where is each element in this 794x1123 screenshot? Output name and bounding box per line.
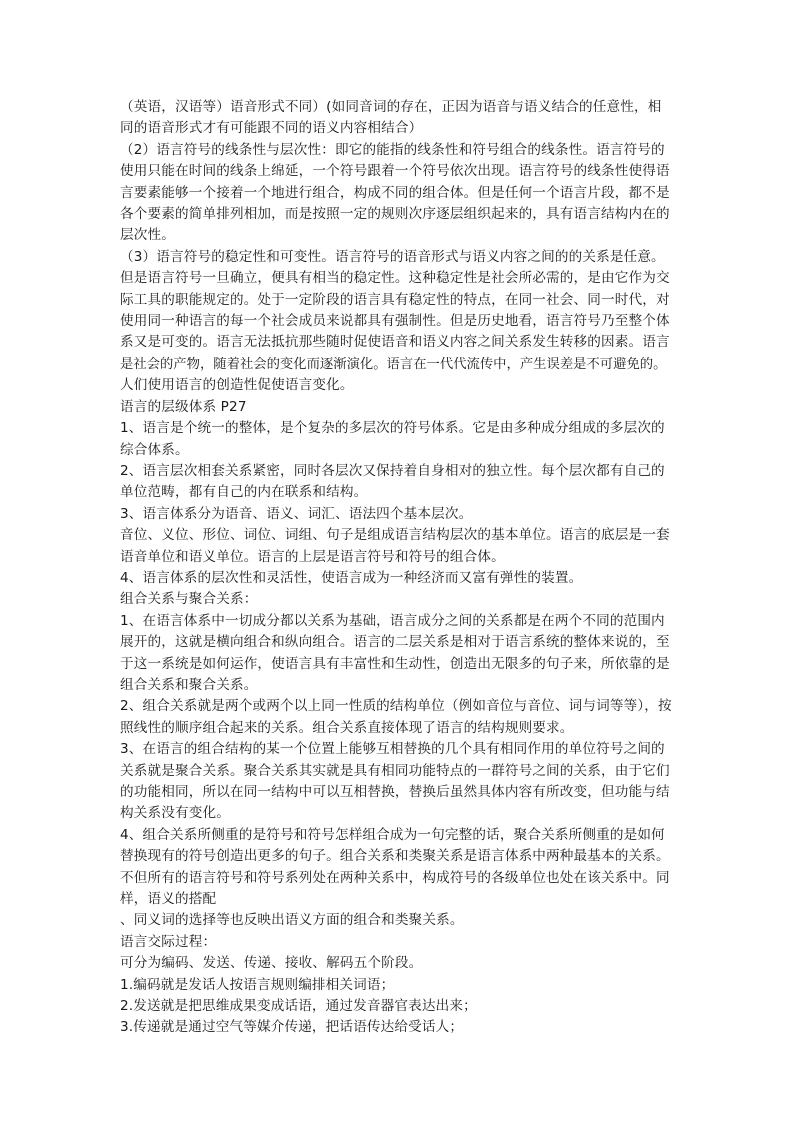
list-item: 2.发送就是把思维成果变成话语，通过发音器官表达出来；	[120, 998, 477, 1015]
text-line: 同的语音形式才有可能跟不同的语义内容相结合）	[120, 120, 423, 137]
section-heading: 语言的层级体系 P27	[120, 398, 247, 415]
section-heading: 语言交际过程：	[120, 933, 217, 950]
text-line: 、同义词的选择等也反映出语义方面的组合和类聚关系。	[120, 912, 464, 929]
section-heading: 组合关系与聚合关系：	[120, 591, 258, 608]
text-line: 使用同一种语言的每一个社会成员来说都具有强制性。但是历史地看，语言符号乃至整个体	[120, 313, 670, 330]
text-line: 关系就是聚合关系。聚合关系其实就是具有相同功能特点的一群符号之间的关系，由于它们	[120, 762, 670, 779]
text-line: 3、语言体系分为语音、语义、词汇、语法四个基本层次。	[120, 505, 473, 522]
text-line: （3）语言符号的稳定性和可变性。语言符号的语音形式与语义内容之间的的关系是任意。	[120, 248, 665, 265]
text-line: 各个要素的简单排列相加，而是按照一定的规则次序逐层组织起来的，具有语言结构内在的	[120, 206, 670, 223]
text-line: 4、组合关系所侧重的是符号和符号怎样组合成为一句完整的话，聚合关系所侧重的是如何	[120, 826, 665, 843]
text-line: 但是语言符号一旦确立，便具有相当的稳定性。这种稳定性是社会所必需的，是由它作为交	[120, 270, 670, 287]
text-line: 音位、义位、形位、词位、词组、句子是组成语言结构层次的基本单位。语言的底层是一套	[120, 527, 670, 544]
text-line: 样，语义的搭配	[120, 891, 217, 908]
text-line: 层次性。	[120, 227, 175, 244]
text-line: 替换现有的符号创造出更多的句子。组合关系和类聚关系是语言体系中两种最基本的关系。	[120, 848, 670, 865]
text-line: 的功能相同，所以在同一结构中可以互相替换，替换后虽然具体内容有所改变，但功能与结	[120, 784, 670, 800]
text-line: 人们使用语言的创造性促使语言变化。	[120, 377, 354, 394]
text-line: 使用只能在时间的线条上绵延，一个符号跟着一个符号依次出现。语言符号的线条性使得语	[120, 163, 670, 180]
text-line: 展开的，这就是横向组合和纵向组合。语言的二层关系是相对于语言系统的整体来说的，至	[120, 634, 670, 651]
text-line: 组合关系和聚合关系。	[120, 676, 258, 693]
text-line: 3、在语言的组合结构的某一个位置上能够互相替换的几个具有相同作用的单位符号之间的	[120, 741, 665, 758]
text-line: 2、组合关系就是两个或两个以上同一性质的结构单位（例如音位与音位、词与词等等），按	[120, 698, 672, 715]
text-line: 2、语言层次相套关系紧密，同时各层次又保持着自身相对的独立性。每个层次都有自己的	[120, 462, 665, 479]
text-line: 4、语言体系的层次性和灵活性，使语言成为一种经济而又富有弹性的装置。	[120, 569, 583, 586]
document-page	[120, 97, 676, 1039]
text-line: 不但所有的语言符号和符号系列处在两种关系中，构成符号的各级单位也处在该关系中。同	[120, 869, 670, 886]
text-line: 1、在语言体系中一切成分都以关系为基础，语言成分之间的关系都是在两个不同的范围内	[120, 612, 665, 629]
text-line: 1、语言是个统一的整体，是个复杂的多层次的符号体系。它是由多种成分组成的多层次的	[120, 420, 665, 437]
text-line: 单位范畴，都有自己的内在联系和结构。	[120, 484, 368, 501]
text-line: （2）语言符号的线条性与层次性：即它的能指的线条性和符号组合的线条性。语言符号的	[120, 141, 665, 158]
list-item: 1.编码就是发话人按语言规则编排相关词语；	[120, 976, 395, 993]
text-line: 照线性的顺序组合起来的关系。组合关系直接体现了语言的结构规则要求。	[120, 719, 574, 736]
list-item: 3.传递就是通过空气等媒介传递，把话语传达给受话人；	[120, 1019, 464, 1036]
text-line: 构关系没有变化。	[120, 805, 230, 822]
text-line: 语音单位和语义单位。语言的上层是语言符号和符号的组合体。	[120, 548, 505, 565]
text-line: 可分为编码、发送、传递、接收、解码五个阶段。	[120, 955, 423, 972]
text-line: 系又是可变的。语言无法抵抗那些随时促使语音和语义内容之间关系发生转移的因素。语言	[120, 334, 670, 351]
text-line: 综合体系。	[120, 441, 189, 458]
text-line: 于这一系统是如何运作，使语言具有丰富性和生动性，创造出无限多的句子来，所依靠的是	[120, 655, 670, 672]
text-line: （英语，汉语等）语音形式不同）(如同音词的存在，正因为语音与语义结合的任意性，相	[120, 99, 662, 115]
text-line: 言要素能够一个接着一个地进行组合，构成不同的组合体。但是任何一个语言片段，都不是	[120, 184, 670, 201]
text-line: 际工具的职能规定的。处于一定阶段的语言具有稳定性的特点，在同一社会、同一时代，对	[120, 291, 670, 308]
text-line: 是社会的产物，随着社会的变化而逐渐演化。语言在一代代流传中，产生误差是不可避免的。	[120, 356, 667, 372]
